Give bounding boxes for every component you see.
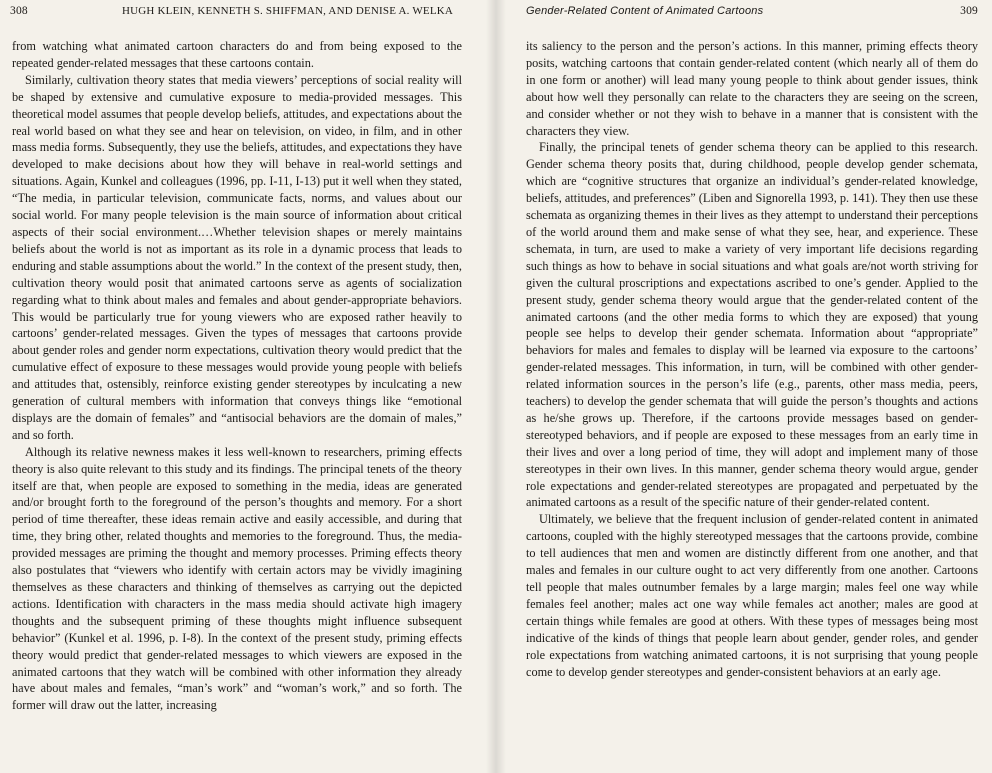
- left-paragraph-3: Although its relative newness makes it less well-known to researchers, priming effects theory is also quite relevant to this study and its findings. The principal tenets of the theory itself are that, when people are exposed to something in the media, ideas are generated and/or brought forth to the foreground of the person’s thoughts and memory. For a short period of time thereafter, these ideas remain active and easily accessible, and during that time, they bring other, related thoughts and memories to the foreground. Thus, the media-provided messages are priming the thought and memory processes. Priming effects theory also postulates that “viewers who identify with certain actors may be vividly imagining themselves as these characters and thinking of themselves as carrying out the depicted actions. Identification with characters in the mass media should activate high imagery thoughts and the subsequent priming of these thoughts might influence subsequent behavior” (Kunkel et al. 1996, p. I-8). In the context of the present study, priming effects theory would predict that gender-related messages to which viewers are exposed in the animated cartoons that they watch will be combined with other information they already have about males and females, “man’s work” and “woman’s work,” and so forth. The former will draw out the latter, increasing: [12, 444, 462, 713]
- left-running-head-authors: HUGH KLEIN, KENNETH S. SHIFFMAN, AND DENISE A. WELKA: [122, 5, 454, 17]
- left-paragraph-1: from watching what animated cartoon characters do and from being exposed to the repeated gender-related messages that these cartoons contain.: [12, 39, 462, 70]
- right-paragraph-3: Ultimately, we believe that the frequent inclusion of gender-related content in animated cartoons, coupled with the highly stereotyped messages that the cartoons provide, combine to tell audiences that men and women are distinctly different from one another, and that males and females in our culture ought to act very differently from one another. Cartoons tell people that males outnumber females by a large margin; males feel one way while females feel another; males act one way while females act another; males are good at certain things while females are good at others. With these types of messages being most indicative of the kinds of things that people learn about gender, gender roles, and gender role expectations from watching animated cartoons, it is not surprising that young people come to develop gender stereotypes and gender-consistent behaviors at an early age.: [526, 512, 978, 679]
- right-paragraph-1: its saliency to the person and the person’s actions. In this manner, priming effects theory posits, watching cartoons that contain gender-related content (which nearly all of them do in one form or another) will lead many young people to think about gender issues, think about how well they personally can relate to the characters they are seeing on the screen, and consider whether or not they wish to behave in a manner that is consistent with the characters they view.: [526, 39, 978, 138]
- left-running-head: [10, 5, 468, 21]
- right-paragraph-2: Finally, the principal tenets of gender schema theory can be applied to this research. Gender schema theory posits that, during childhood, people develop gender schemata, which are “cognitive structures that organize an individual’s gender-related knowledge, beliefs, attitudes, and preferences” (Liben and Signorella 1993, p. 141). They then use these schemata as organizing themes in their lives as they attempt to understand their perceptions of the world around them and make sense of what they see, hear, and experience. These schemata, in turn, are used to make a variety of very important life decisions regarding such things as how to behave in social situations and what goals are/not worth striving for given the cultural proscriptions and expectations ascribed to one’s gender. Applied to the present study, gender schema theory would argue that the gender-related content of the animated cartoons (and the other media forms to which they are exposed) that young people see helps to develop their gender schemata. Information about “appropriate” behaviors for males and females to display will be learned via exposure to the cartoons’ gender-related messages. This information, in turn, will be combined with other gender-related information sources in the person’s life (e.g., parents, other mass media, peers, teachers) to develop the gender schemata that will guide the person’s thoughts and actions as he/she grows up. Therefore, if the cartoons provide messages based on gender-stereotyped behaviors, and if people are exposed to these messages from an early time in their lives and over a long period of time, they will adopt and implement many of those stereotypes in their own lives. In this manner, gender schema theory would argue, gender role expectations and gender-related stereotypes are propagated and perpetuated by the animated cartoons as a result of the specific nature of their gender-related content.: [526, 140, 978, 510]
- right-page-number: 309: [960, 5, 978, 17]
- right-page-body: [526, 38, 978, 680]
- right-page: [496, 0, 992, 773]
- right-running-head-title: Gender-Related Content of Animated Cartoons: [526, 5, 764, 17]
- left-paragraph-2: Similarly, cultivation theory states that media viewers’ perceptions of social reality will be shaped by extensive and cumulative exposure to media-provided messages. This theoretical model assumes that people develop beliefs, attitudes, and expectations about the real world based on what they see and hear on television, on video, in film, and in other mass media forms. Subsequently, they use the beliefs, attitudes, and expectations they have developed to make decisions about how they will behave in real-world settings and situations. Again, Kunkel and colleagues (1996, pp. I-11, I-13) put it well when they stated, “The media, in particular television, communicate facts, norms, and values about our social world. For many people television is the main source of information about critical aspects of their social environment.…Whether television shapes or merely maintains beliefs about the world is not as important as its role in a dynamic process that leads to enduring and stable assumptions about the world.” In the context of the present study, then, cultivation theory would posit that animated cartoons serve as agents of socialization regarding what to think about males and females and about gender-appropriate behaviors. This would be particularly true for young viewers who are exposed rather heavily to cartoons’ gender-related messages. Given the types of messages that cartoons provide about gender roles and gender norm expectations, cultivation theory would predict that the cumulative effect of exposure to these messages would provide young people with beliefs and attitudes that, ostensibly, reinforce existing gender stereotypes by inculcating a new generation of cultural members with information that conveys things like “emotional displays are the domain of females” and “antisocial behaviors are the domain of males,” and so forth.: [12, 72, 462, 442]
- left-page-number: 308: [10, 5, 28, 17]
- left-page-body: [12, 38, 462, 714]
- right-running-head: [526, 5, 978, 21]
